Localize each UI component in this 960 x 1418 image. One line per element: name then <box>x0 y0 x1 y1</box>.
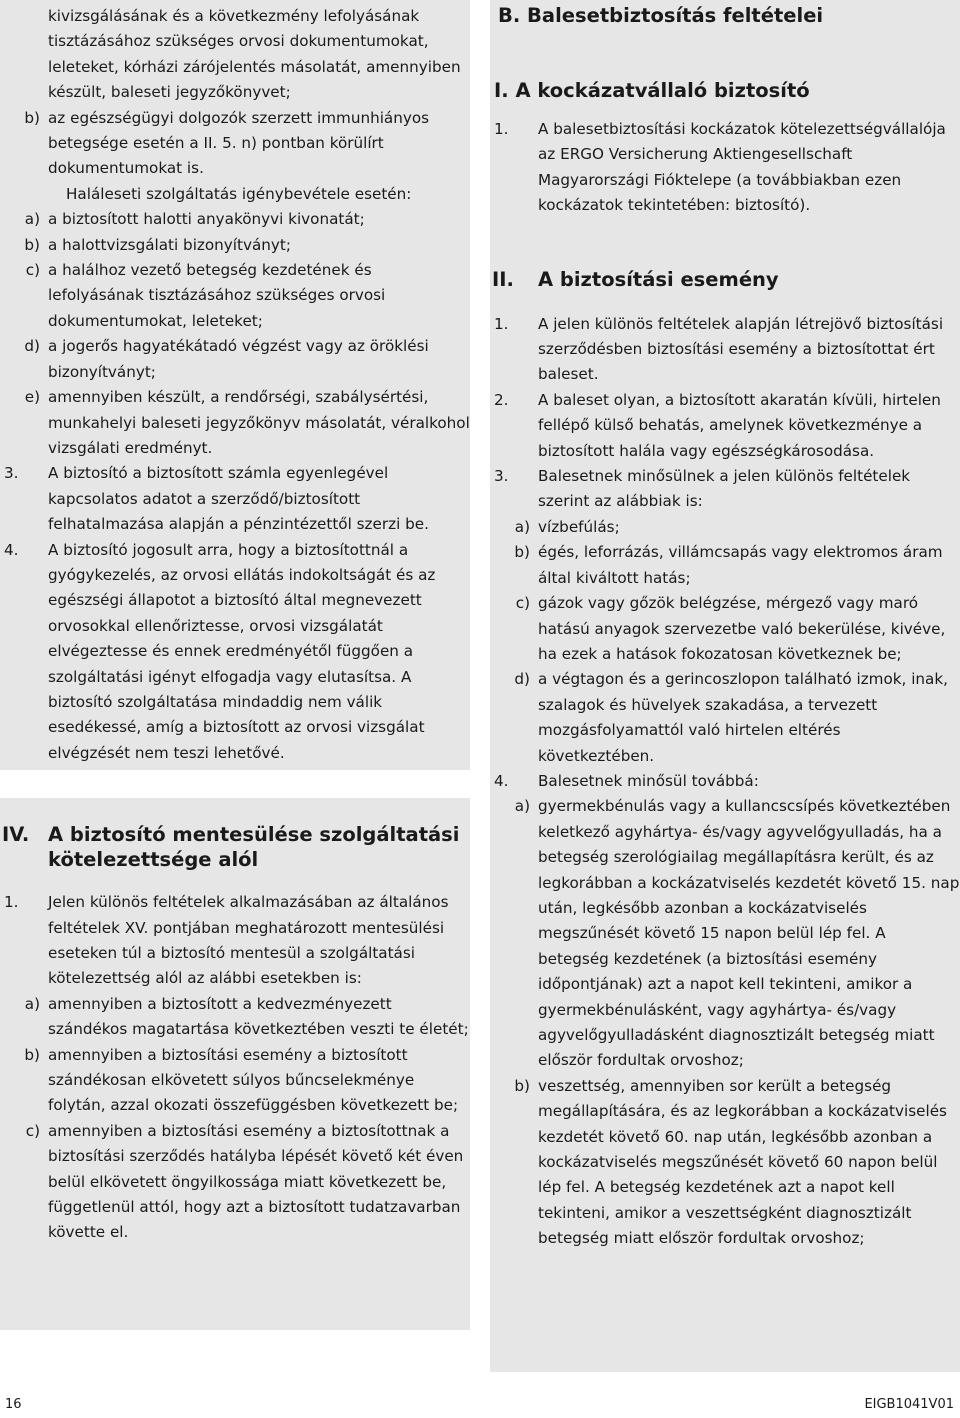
list-label: 1. <box>4 893 19 912</box>
list-text: A baleset olyan, a biztosított akaratán kívüli, hirtelen fellépő külső behatás, amelynek következménye a biztosított halála vagy egészségkárosodása. <box>538 390 941 460</box>
section-number: II. <box>492 267 514 291</box>
ii-item-4 <box>490 769 960 794</box>
list-item <box>0 1043 470 1119</box>
list-label: 1. <box>494 120 509 138</box>
list-item <box>490 464 960 515</box>
list-label: 4. <box>494 771 509 790</box>
list-text: gyermekbénulás vagy a kullancscsípés következtében keletkező agyhártya- és/vagy agyvelőgyulladás, ha a betegség szerológiailag megállapításra került, és az legkorábban a kockázatviselés kezdetét követő 15. nap után, legkésőbb azonban a kockázatviselés megszűnését követő 15 napon belül lép fel. A betegség kezdetének (a biztosítási esemény időpontjának) azt a napot kell tekinteni, amikor a gyermekbénulásként, vagy agyhártya- és/vagy agyvelőgyulladásként diagnosztizált betegség miatt először fordultak orvoshoz; <box>538 797 960 1070</box>
section-title: A biztosító mentesülése szolgáltatási kötelezettsége alól <box>48 823 460 872</box>
list-label: b) <box>24 1045 40 1064</box>
list-label: e) <box>24 388 40 407</box>
death-list <box>0 207 470 461</box>
list-item-4 <box>0 538 470 767</box>
list-text: amennyiben a biztosítási esemény a biztosított szándékosan elkövetett súlyos bűncselekménye folytán, azzal okozati összefüggésben következett be; <box>48 1045 459 1115</box>
list-item <box>0 233 470 258</box>
list-label: d) <box>514 670 530 689</box>
list-label: b) <box>514 1076 530 1095</box>
list-item <box>490 388 960 464</box>
list-label: 3. <box>494 467 509 486</box>
list-item <box>0 334 470 385</box>
left-column <box>0 0 470 1246</box>
list-item <box>490 515 960 540</box>
list-label: 3. <box>4 464 19 483</box>
list-text: amennyiben készült, a rendőrségi, szabálysértési, munkahelyi baleseti jegyzőkönyv másolatát, véralkohol vizsgálati eredményt. <box>48 388 470 457</box>
list-label: 4. <box>4 540 19 559</box>
list-text: vízbefúlás; <box>538 517 620 536</box>
death-intro: Haláleseti szolgáltatás igénybevétele esetén: <box>66 184 412 203</box>
list-label: d) <box>24 337 40 356</box>
list-label: c) <box>25 1121 40 1140</box>
list-text: amennyiben a biztosított a kedvezményezett szándékos magatartása következtében veszti te életét; <box>48 994 469 1039</box>
list-text: a biztosított halotti anyakönyvi kivonatát; <box>48 210 365 229</box>
list-text: Balesetnek minősül továbbá: <box>538 771 759 790</box>
list-label: b) <box>514 543 530 562</box>
list-item <box>0 1119 470 1246</box>
list-text: gázok vagy gőzök belégzése, mérgező vagy maró hatású anyagok szervezetbe való bekerülése, kivéve, ha ezek a hatások fokozatosan következnek be; <box>538 594 946 663</box>
list-item-3 <box>0 461 470 537</box>
section-number: IV. <box>2 823 30 847</box>
list-item-b <box>0 106 470 182</box>
list-text: égés, leforrázás, villámcsapás vagy elektromos áram által kiváltott hatás; <box>538 543 943 587</box>
list-label: a) <box>514 517 530 536</box>
continued-paragraph: kivizsgálásának és a következmény lefolyásának tisztázásához szükséges orvosi dokumentumokat, leleteket, kórházi zárójelentés másolatát, amennyiben készült, baleseti jegyzőkönyvet; <box>48 7 461 102</box>
list-label: a) <box>24 210 40 229</box>
list-label: b) <box>24 108 40 127</box>
list-text: a végtagon és a gerincoszlopon található izmok, inak, szalagok és hüvelyek szakadása, a tervezett mozgásfolyamattól való hirtelen eltérés következtében. <box>538 670 948 765</box>
list-label: c) <box>515 594 530 613</box>
list-text: A biztosító a biztosított számla egyenlegével kapcsolatos adatot a szerződő/biztosított felhatalmazása alapján a pénzintézettől szerzi be. <box>48 464 429 534</box>
list-text: A jelen különös feltételek alapján létrejövő biztosítási szerződésben biztosítási esemény a biztosítottat ért baleset. <box>538 314 944 384</box>
list-item <box>490 667 960 769</box>
section-heading-i: I. A kockázatvállaló biztosító <box>494 79 810 102</box>
right-column <box>490 0 960 1252</box>
list-text: A biztosító jogosult arra, hogy a biztosítottnál a gyógykezelés, az orvosi ellátás indokoltságát és az egészségi állapotot a biztosító által megnevezett orvosokkal ellenőriztesse, orvosi vizsgálatát elvégeztesse és ennek eredményétől függően a szolgáltatási igényt elfogadja vagy elutasítsa. A biztosító szolgáltatása mindaddig nem válik esedékessé, amíg a biztosított az orvosi vizsgálat elvégzését nem teszi lehetővé. <box>48 540 436 762</box>
ii-list <box>490 312 960 515</box>
page-number: 16 <box>5 1397 22 1412</box>
list-text: Jelen különös feltételek alkalmazásában az általános feltételek XV. pontjában meghatározott mentesülési eseteken túl a biztosító mentesül a szolgáltatási kötelezettség alól az alábbi esetekben is: <box>48 893 449 988</box>
list-item <box>490 794 960 1073</box>
section-heading-ii <box>490 267 960 292</box>
list-item <box>0 207 470 232</box>
ii3-sublist <box>490 515 960 769</box>
list-text: a halálhoz vezető betegség kezdetének és lefolyásának tisztázásához szükséges orvosi dokumentumokat, leleteket; <box>48 261 386 330</box>
section-heading-b: B. Balesetbiztosítás feltételei <box>498 4 824 27</box>
list-text: a jogerős hagyatékátadó végzést vagy az öröklési bizonyítványt; <box>48 337 429 381</box>
list-text: a halottvizsgálati bizonyítványt; <box>48 235 291 254</box>
i-item-1 <box>490 117 960 219</box>
list-label: 1. <box>494 314 509 333</box>
list-item <box>0 992 470 1043</box>
list-item <box>0 385 470 461</box>
list-label: a) <box>514 797 530 816</box>
list-text: amennyiben a biztosítási esemény a biztosítottnak a biztosítási szerződés hatályba lépését követő két éven belül elkövetett öngyilkossága miatt következett be, függetlenül attól, hogy azt a biztosított tudatzavarban követte el. <box>48 1121 464 1242</box>
list-label: 2. <box>494 390 509 409</box>
list-item <box>490 1074 960 1252</box>
list-text: Balesetnek minősülnek a jelen különös feltételek szerint az alábbiak is: <box>538 467 911 511</box>
list-label: a) <box>24 994 40 1013</box>
section-iv-sublist <box>0 992 470 1246</box>
list-text: veszettség, amennyiben sor került a betegség megállapítására, és az legkorábban a kockázatviselés kezdetét követő 60. nap után, legkésőbb azonban a kockázatviselés megszűnését követő 60 napon belül lép fel. A betegség kezdetének azt a napot kell tekinteni, amikor a veszettségként diagnosztizált betegség miatt először fordultak orvoshoz; <box>538 1076 947 1248</box>
ii4-sublist <box>490 794 960 1251</box>
list-label: c) <box>25 261 40 280</box>
list-text: A balesetbiztosítási kockázatok kötelezettségvállalója az ERGO Versicherung Aktiengesellschaft Magyarországi Fióktelepe (a továbbiakban ezen kockázatok tekintetében: biztosító). <box>538 120 946 215</box>
list-item <box>490 591 960 667</box>
list-text: az egészségügyi dolgozók szerzett immunhiányos betegsége esetén a II. 5. n) pontban körülírt dokumentumokat is. <box>48 108 430 178</box>
section-heading-iv <box>0 822 470 872</box>
document-code: EIGB1041V01 <box>864 1397 954 1412</box>
section-iv-item-1 <box>0 890 470 992</box>
list-item <box>0 258 470 334</box>
section-title: A biztosítási esemény <box>538 267 779 291</box>
list-label: b) <box>24 235 40 254</box>
list-item <box>490 312 960 388</box>
list-item <box>490 540 960 591</box>
